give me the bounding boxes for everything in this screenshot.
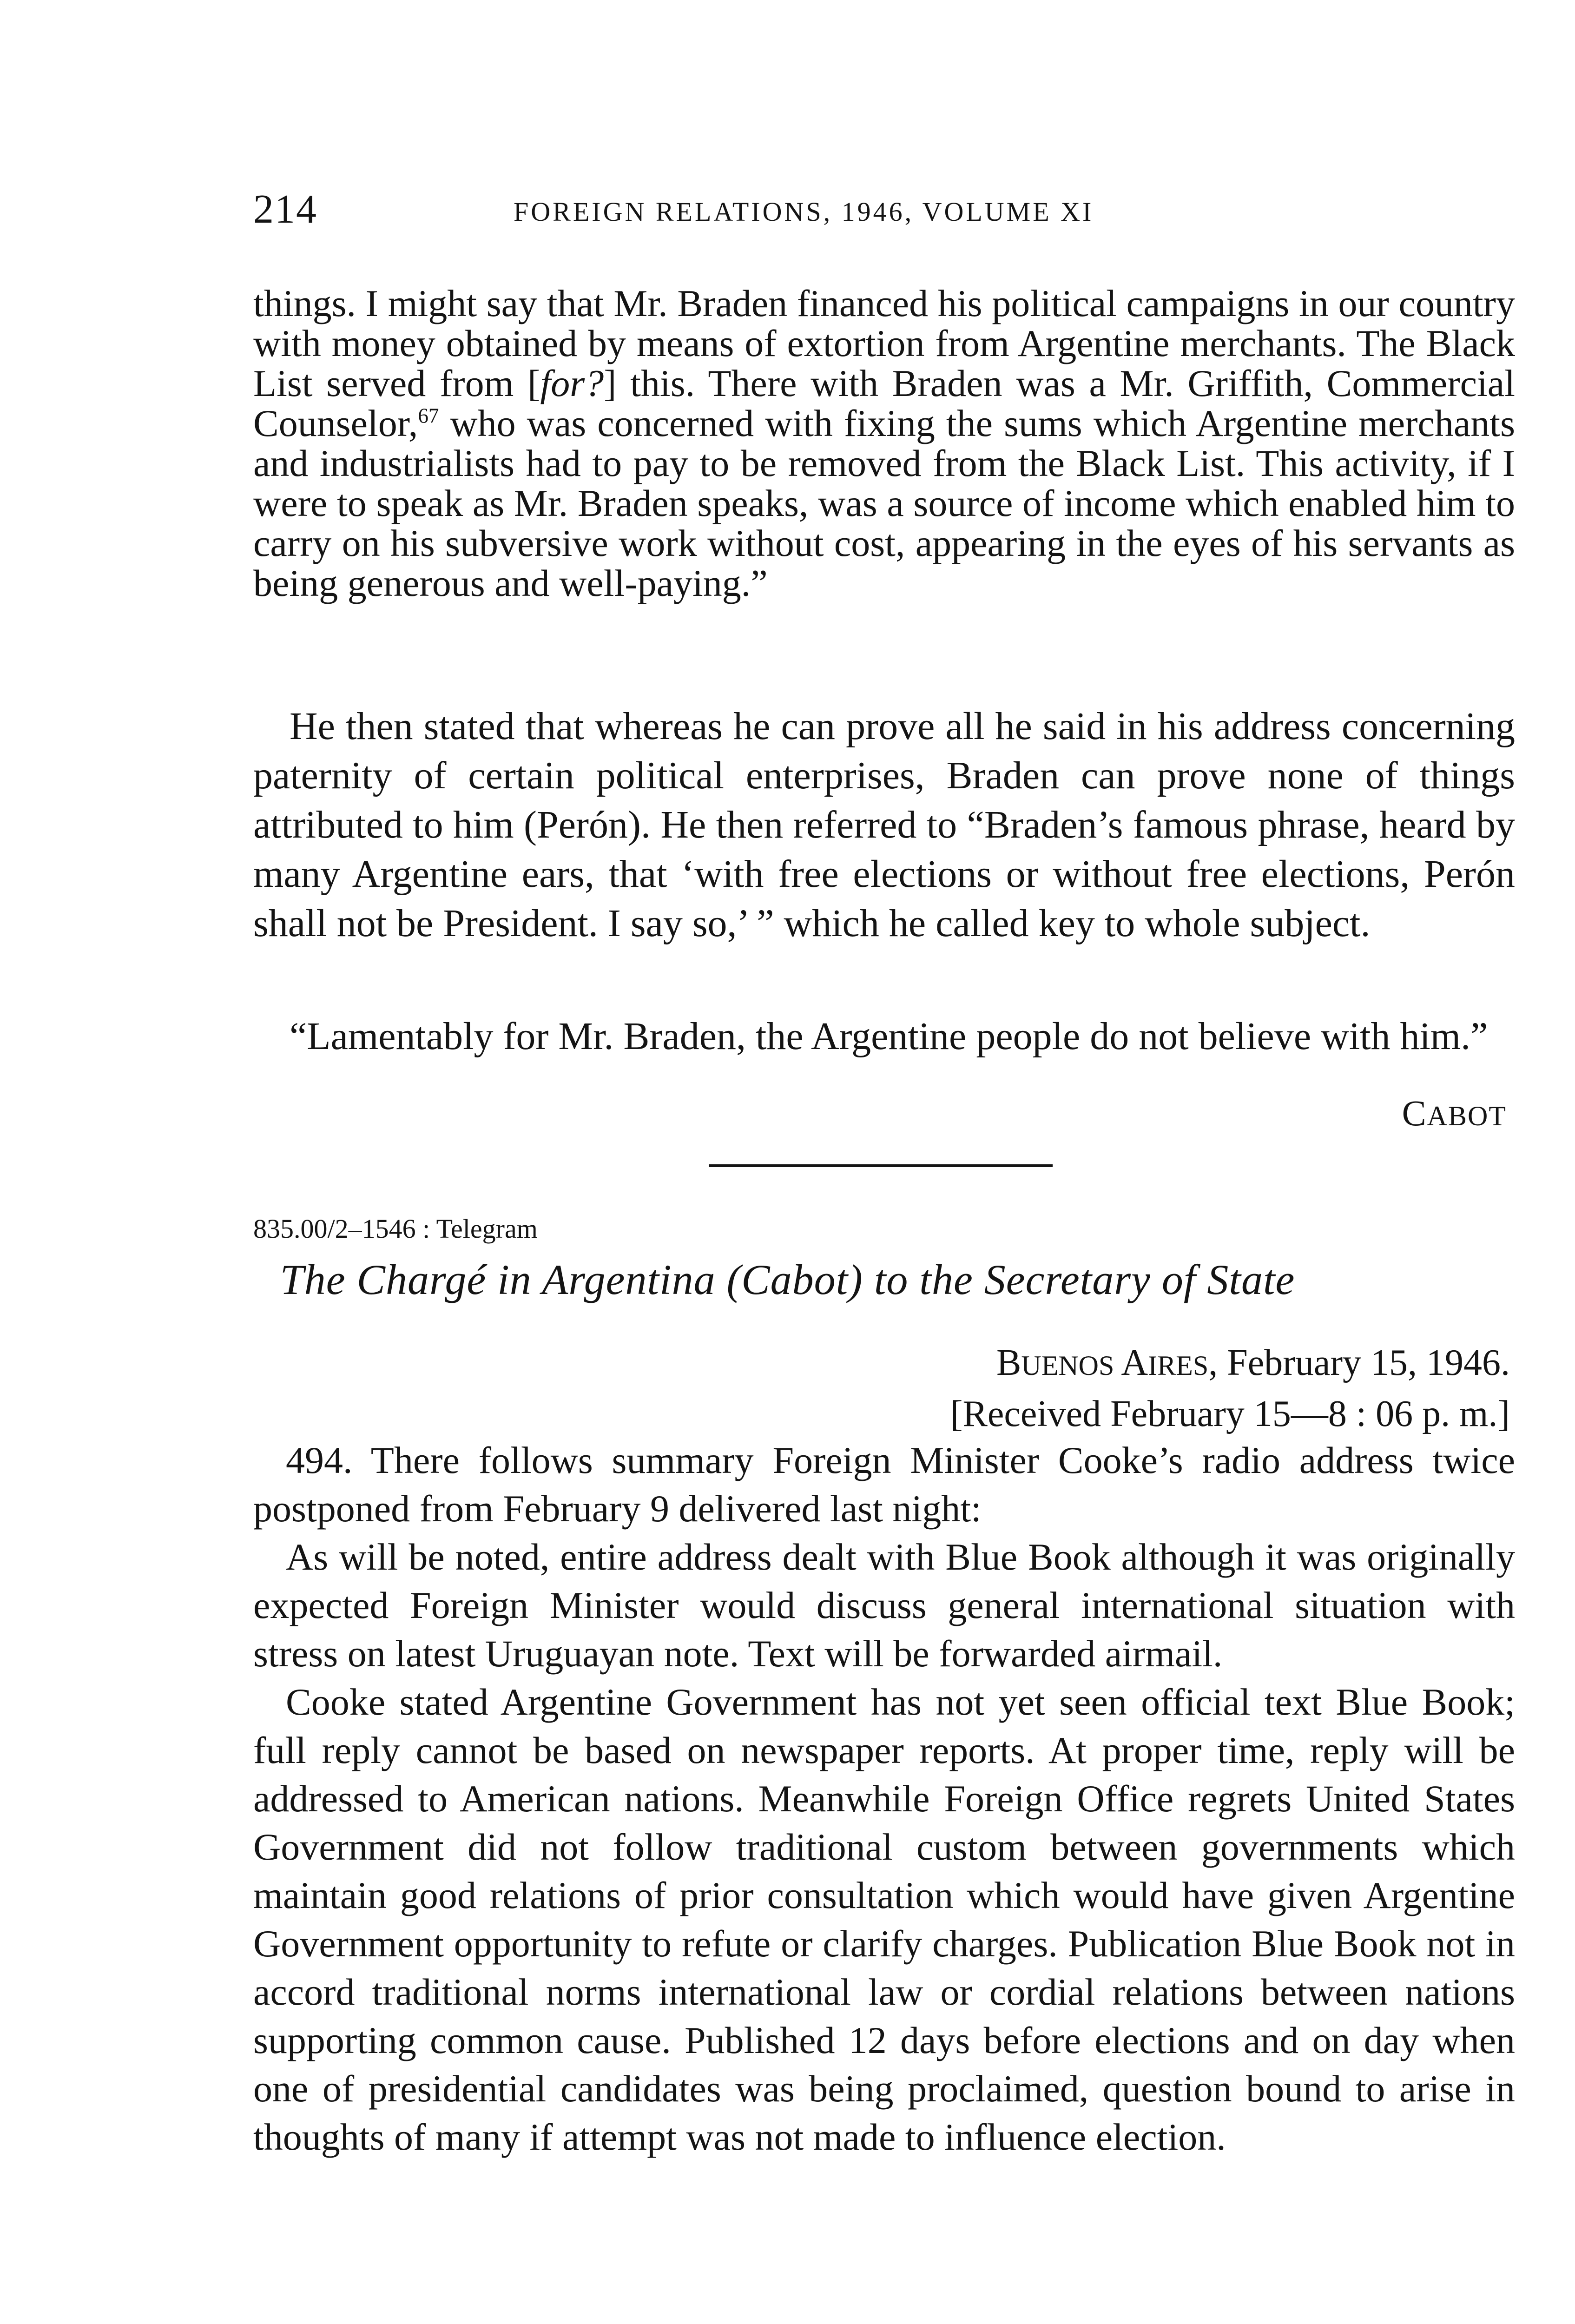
continuation-text-b: ] this. There with Braden was a Mr. Griffith, Commercial Counselor, bbox=[253, 362, 1515, 444]
continuation-block bbox=[253, 284, 1515, 603]
signature bbox=[1402, 1092, 1507, 1134]
place-initial-b: B bbox=[996, 1342, 1021, 1383]
place-initial-a: A bbox=[1121, 1342, 1148, 1383]
dispatch-date: , February 15, 1946. bbox=[1208, 1342, 1510, 1383]
signature-initial: C bbox=[1402, 1093, 1427, 1133]
lament-block bbox=[253, 1016, 1515, 1057]
bracket-note: for? bbox=[540, 362, 604, 404]
file-number: 835.00/2–1546 : Telegram bbox=[253, 1214, 538, 1244]
signature-rest: ABOT bbox=[1427, 1101, 1507, 1131]
place-date bbox=[950, 1339, 1510, 1390]
continuation-text-c: who was concerned with fixing the sums which Argentine merchants and industrialists had to pay to be removed from the Black List. This activity, if I were to speak as Mr. Braden speaks, was a source of income which enabled him to carry on his subversive work without cost, appearing in the eyes of his servants as being generous and well-paying.” bbox=[253, 402, 1515, 604]
running-head: FOREIGN RELATIONS, 1946, VOLUME XI bbox=[514, 197, 1094, 227]
page-header bbox=[253, 186, 1531, 242]
document-title: The Chargé in Argentina (Cabot) to the Secretary of State bbox=[280, 1256, 1295, 1303]
telegram-body bbox=[253, 1436, 1515, 2161]
place-rest-b: UENOS bbox=[1021, 1350, 1121, 1381]
page-number: 214 bbox=[253, 187, 317, 232]
peron-paragraph: He then stated that whereas he can prove all he said in his address concerning paternity of certain political enterprises, Braden can prove none of things attributed to him (Perón). He then referred to “Braden’s famous phrase, heard by many Argentine ears, that ‘with free elections or without free elections, Perón shall not be President. I say so,’ ” which he called key to whole subject. bbox=[253, 705, 1515, 945]
place-rest-a: IRES bbox=[1148, 1350, 1209, 1381]
received-line: [Received February 15—8 : 06 p. m.] bbox=[950, 1393, 1510, 1434]
dateline bbox=[950, 1339, 1510, 1438]
peron-block bbox=[253, 702, 1515, 948]
continuation-paragraph bbox=[253, 284, 1515, 603]
telegram-paragraph-2: As will be noted, entire address dealt with Blue Book although it was originally expected Foreign Minister would discuss general international situation with stress on latest Uruguayan note. Text will be forwarded airmail. bbox=[253, 1536, 1515, 1675]
continuation-text-a: things. I might say that Mr. Braden financed his political campaigns in our country with money obtained by means of extortion from Argentine merchants. The Black List served from [ bbox=[253, 282, 1515, 404]
lament-paragraph: “Lamentably for Mr. Braden, the Argentine people do not believe with him.” bbox=[290, 1015, 1488, 1058]
section-divider bbox=[709, 1164, 1053, 1167]
footnote-ref: 67 bbox=[418, 404, 439, 428]
telegram-paragraph-1: 494. There follows summary Foreign Minister Cooke’s radio address twice postponed from February 9 delivered last night: bbox=[253, 1439, 1515, 1530]
telegram-paragraph-3: Cooke stated Argentine Government has not yet seen official text Blue Book; full reply cannot be based on newspaper reports. At proper time, reply will be addressed to American nations. Meanwhile Foreign Office regrets United States Government did not follow traditional custom between governments which maintain good relations of prior consultation which would have given Argentine Government opportunity to refute or clarify charges. Publication Blue Book not in accord traditional norms international law or cordial relations between nations supporting common cause. Published 12 days before elections and on day when one of presidential candidates was being proclaimed, question bound to arise in thoughts of many if attempt was not made to influence election. bbox=[253, 1681, 1515, 2158]
